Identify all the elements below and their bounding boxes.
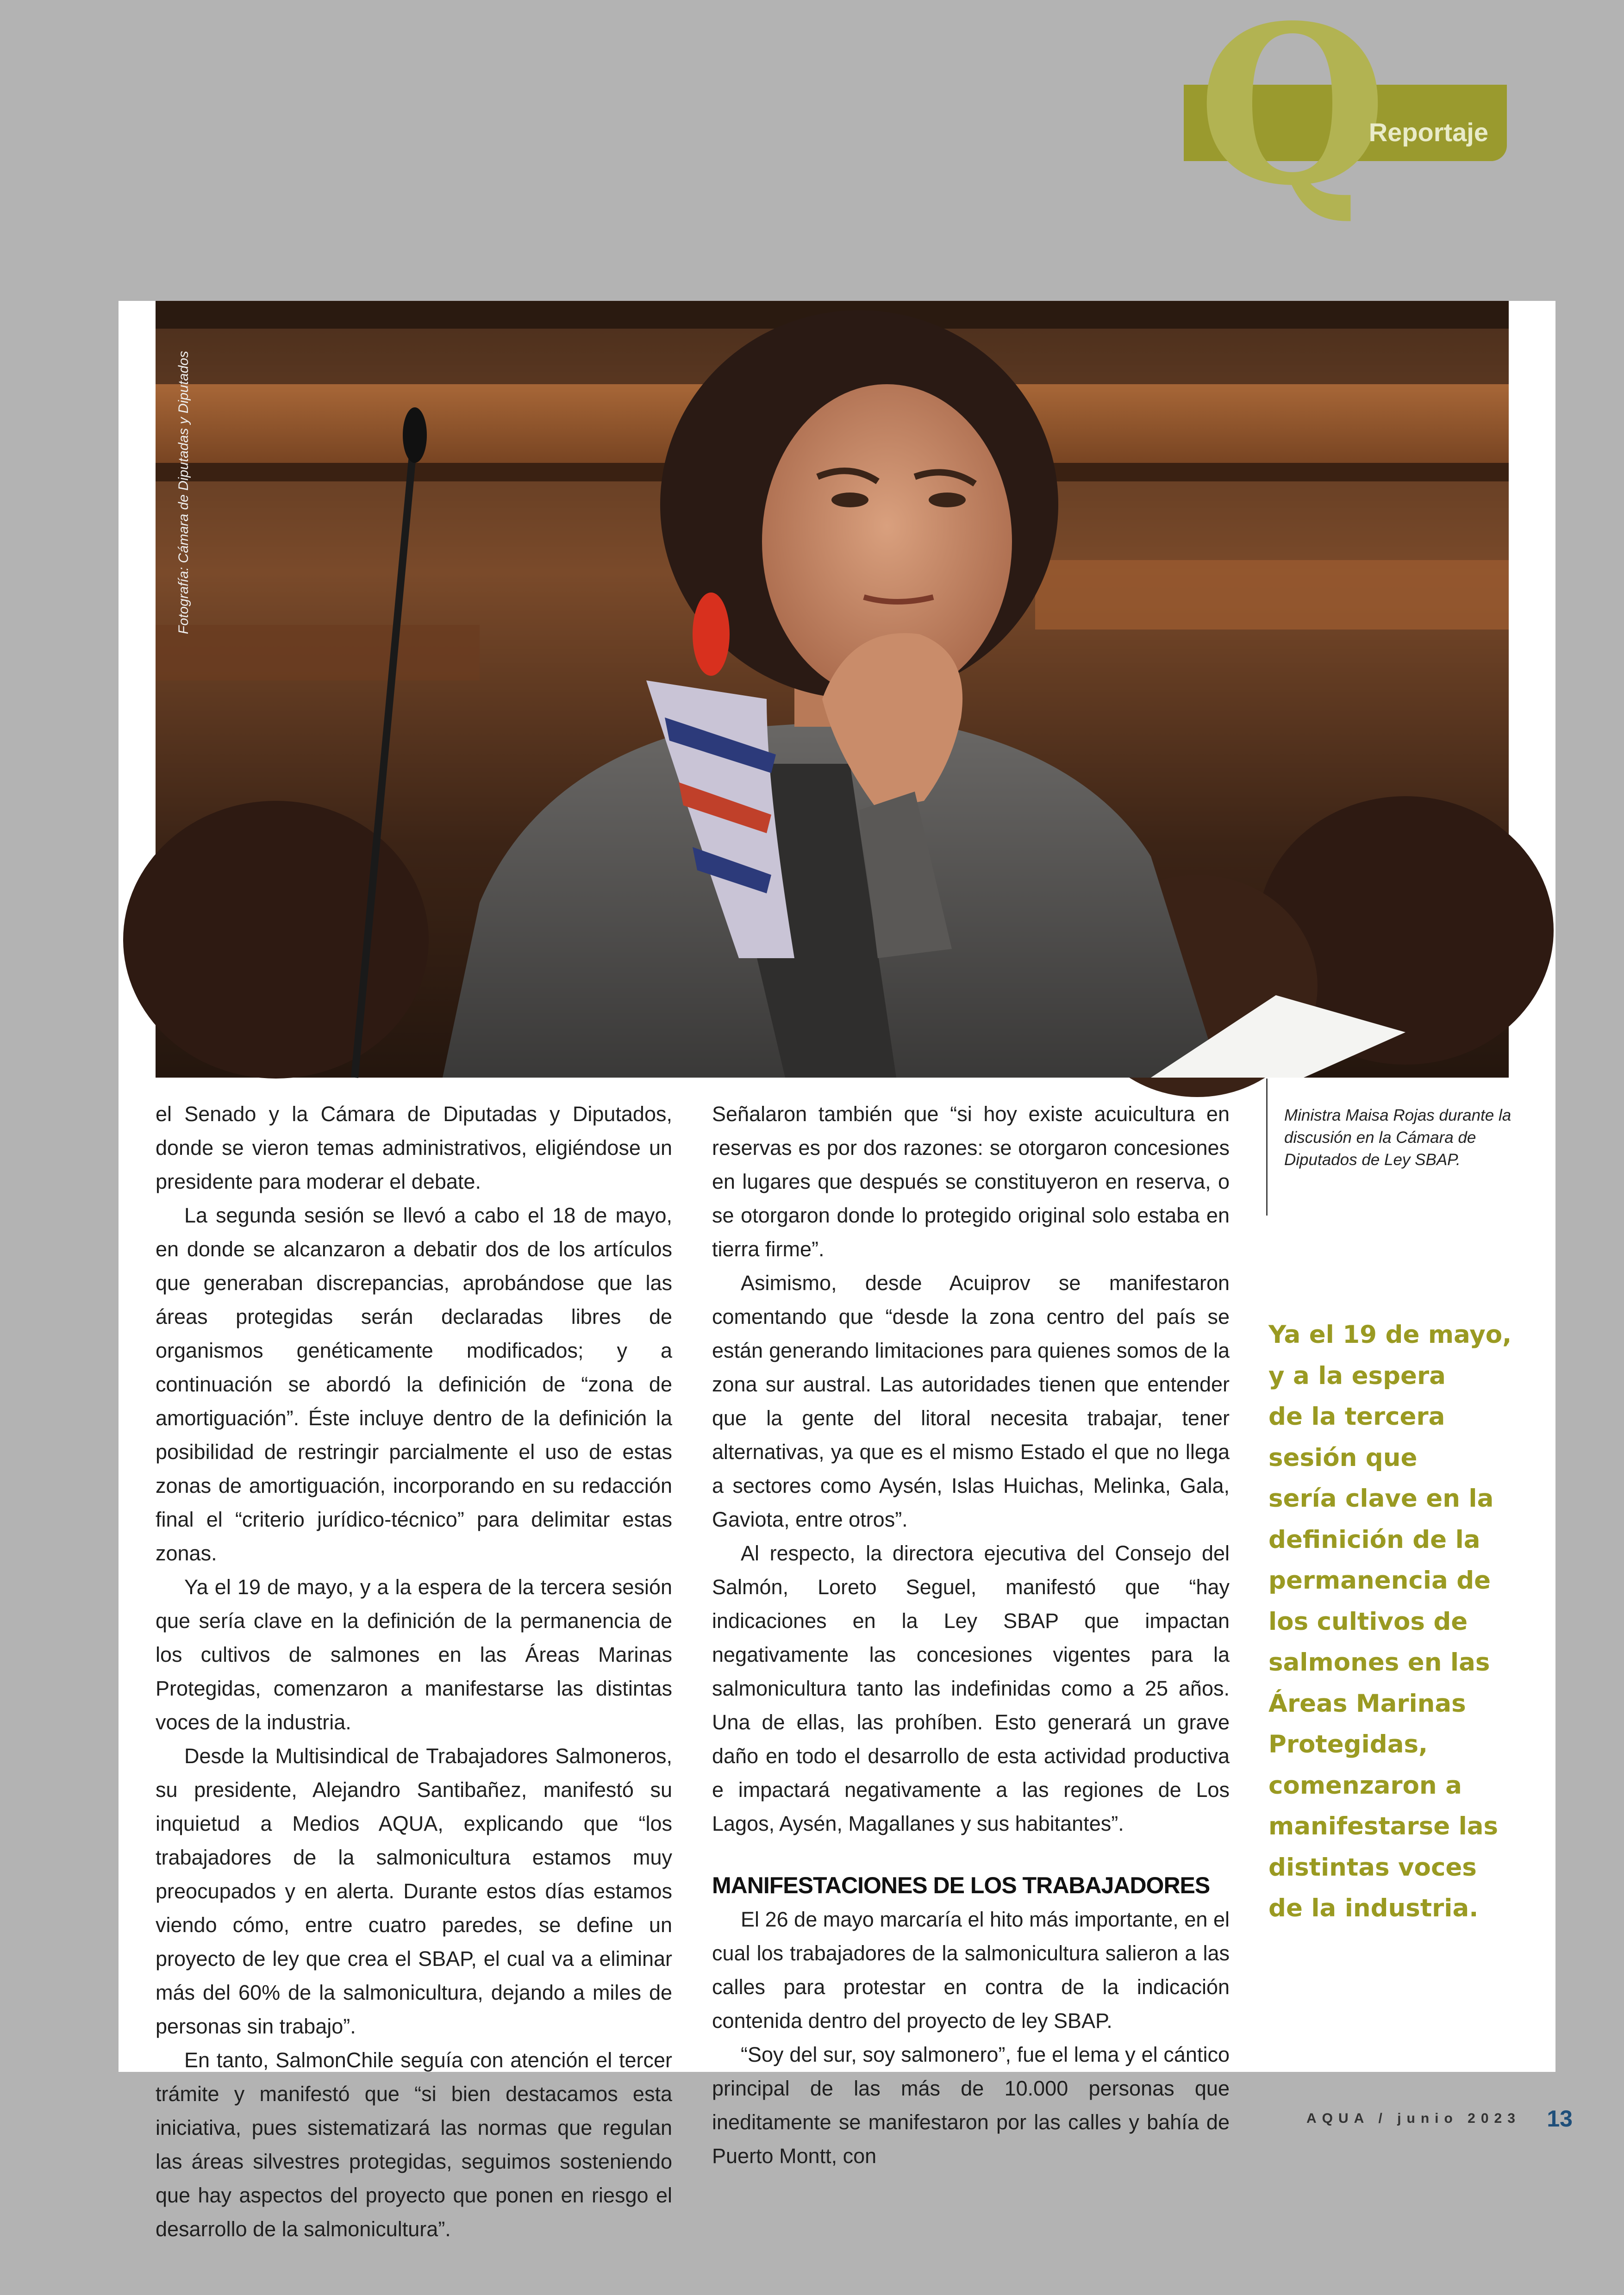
- paragraph: Al respecto, la directora ejecutiva del Consejo del Salmón, Loreto Seguel, manifestó que “hay indicaciones en la Ley SBAP que impactan negativamente las concesiones vigentes para la salmonicultura tanto las indefinidas como a 25 años. Una de ellas, las prohíben. Esto generará un grave daño en todo el desarrollo de esta actividad productiva e impactará negativamente a las regiones de Los Lagos, Aysén, Magallanes y sus habitantes”.: [712, 1541, 1230, 1835]
- paragraph: La segunda sesión se llevó a cabo el 18 de mayo, en donde se alcanzaron a debatir dos de los artículos que generaban discrepancias, aprobándose que las áreas protegidas serán declaradas libres de organismos genéticamente modificados; y a continuación se abordó la definición de “zona de amortiguación”. Éste incluye dentro de la definición la posibilidad de restringir parcialmente el uso de estas zonas de amortiguación, incorporando en su redacción final el “criterio jurídico-técnico” para delimitar estas zonas.: [156, 1204, 672, 1565]
- section-tab: [1184, 0, 1507, 233]
- magazine-issue: AQUA / junio 2023: [1306, 2111, 1521, 2126]
- paragraph: el Senado y la Cámara de Diputadas y Diputados, donde se vieron temas administrativos, eligiéndose un presidente para moderar el debate.: [156, 1102, 672, 1193]
- pull-quote-line: comenzaron a: [1268, 1771, 1462, 1800]
- paragraph: “Soy del sur, soy salmonero”, fue el lema y el cántico principal de las más de 10.000 personas que ineditamente se manifestaron por las calles y bahía de Puerto Montt, con: [712, 2043, 1230, 2168]
- pull-quote-line: de la industria.: [1268, 1894, 1479, 1922]
- pull-quote-line: definición de la: [1268, 1525, 1480, 1554]
- section-heading: MANIFESTACIONES DE LOS TRABAJADORES: [712, 1872, 1210, 1898]
- section-label: Reportaje: [1368, 118, 1488, 147]
- paragraph: El 26 de mayo marcaría el hito más importante, en el cual los trabajadores de la salmonicultura salieron a las calles para protestar en contra de la indicación contenida dentro del proyecto de ley SBAP.: [712, 1908, 1230, 2033]
- paragraph: Ya el 19 de mayo, y a la espera de la tercera sesión que sería clave en la definición de la permanencia de los cultivos de salmones en las Áreas Marinas Protegidas, comenzaron a manifestarse las distintas voces de la industria.: [156, 1575, 672, 1734]
- section-q-logo: Q: [1198, 0, 1387, 233]
- pull-quote-line: y a la espera: [1268, 1361, 1446, 1390]
- paragraph: En tanto, SalmonChile seguía con atención el tercer trámite y manifestó que “si bien destacamos esta iniciativa, pues sistematizará las normas que regulan las áreas silvestres protegidas, seguimos sosteniendo que hay aspectos del proyecto que ponen en riesgo el desarrollo de la salmonicultura”.: [156, 2048, 672, 2241]
- article-column-1: [156, 1097, 672, 2246]
- pull-quote: [1268, 1315, 1518, 1929]
- page-footer: [1306, 2105, 1573, 2132]
- pull-quote-line: Protegidas,: [1268, 1730, 1428, 1759]
- page-number: 13: [1547, 2106, 1573, 2132]
- pull-quote-line: permanencia de: [1268, 1566, 1491, 1595]
- pull-quote-line: los cultivos de: [1268, 1607, 1468, 1636]
- pull-quote-line: Áreas Marinas: [1268, 1689, 1466, 1718]
- article-photo: [156, 301, 1509, 1078]
- photo-credit: Fotografía: Cámara de Diputadas y Diputados: [176, 351, 191, 634]
- pull-quote-line: de la tercera: [1268, 1403, 1445, 1431]
- pull-quote-line: manifestarse las: [1268, 1812, 1499, 1840]
- pull-quote-line: sesión que: [1268, 1443, 1418, 1472]
- pull-quote-line: salmones en las: [1268, 1648, 1490, 1677]
- pull-quote-line: sería clave en la: [1268, 1484, 1494, 1513]
- pull-quote-line: distintas voces: [1268, 1853, 1477, 1882]
- paragraph: Asimismo, desde Acuiprov se manifestaron comentando que “desde la zona centro del país se están generando limitaciones para quienes somos de la zona sur austral. Las autoridades tienen que entender que la gente del litoral necesita trabajar, tener alternativas, ya que es el mismo Estado el que no llega a sectores como Aysén, Islas Huichas, Melinka, Gala, Gaviota, entre otros”.: [712, 1271, 1230, 1531]
- photo-caption: Ministra Maisa Rojas durante la discusión en la Cámara de Diputados de Ley SBAP.: [1266, 1079, 1516, 1216]
- minister-photo-illustration: [156, 301, 1509, 1078]
- article-column-2: [712, 1097, 1230, 2173]
- pull-quote-line: Ya el 19 de mayo,: [1268, 1321, 1512, 1349]
- paragraph: Desde la Multisindical de Trabajadores Salmoneros, su presidente, Alejandro Santibañez, manifestó su inquietud a Medios AQUA, explicando que “los trabajadores de la salmonicultura estamos muy preocupados y en alerta. Durante estos días estamos viendo cómo, entre cuatro paredes, se define un proyecto de ley que crea el SBAP, el cual va a eliminar más del 60% de la salmonicultura, dejando a miles de personas sin trabajo”.: [156, 1744, 672, 2038]
- paragraph: Señalaron también que “si hoy existe acuicultura en reservas es por dos razones: se otorgaron concesiones en lugares que después se constituyeron en reserva, o se otorgaron donde lo protegido original solo estaba en tierra firme”.: [712, 1102, 1230, 1261]
